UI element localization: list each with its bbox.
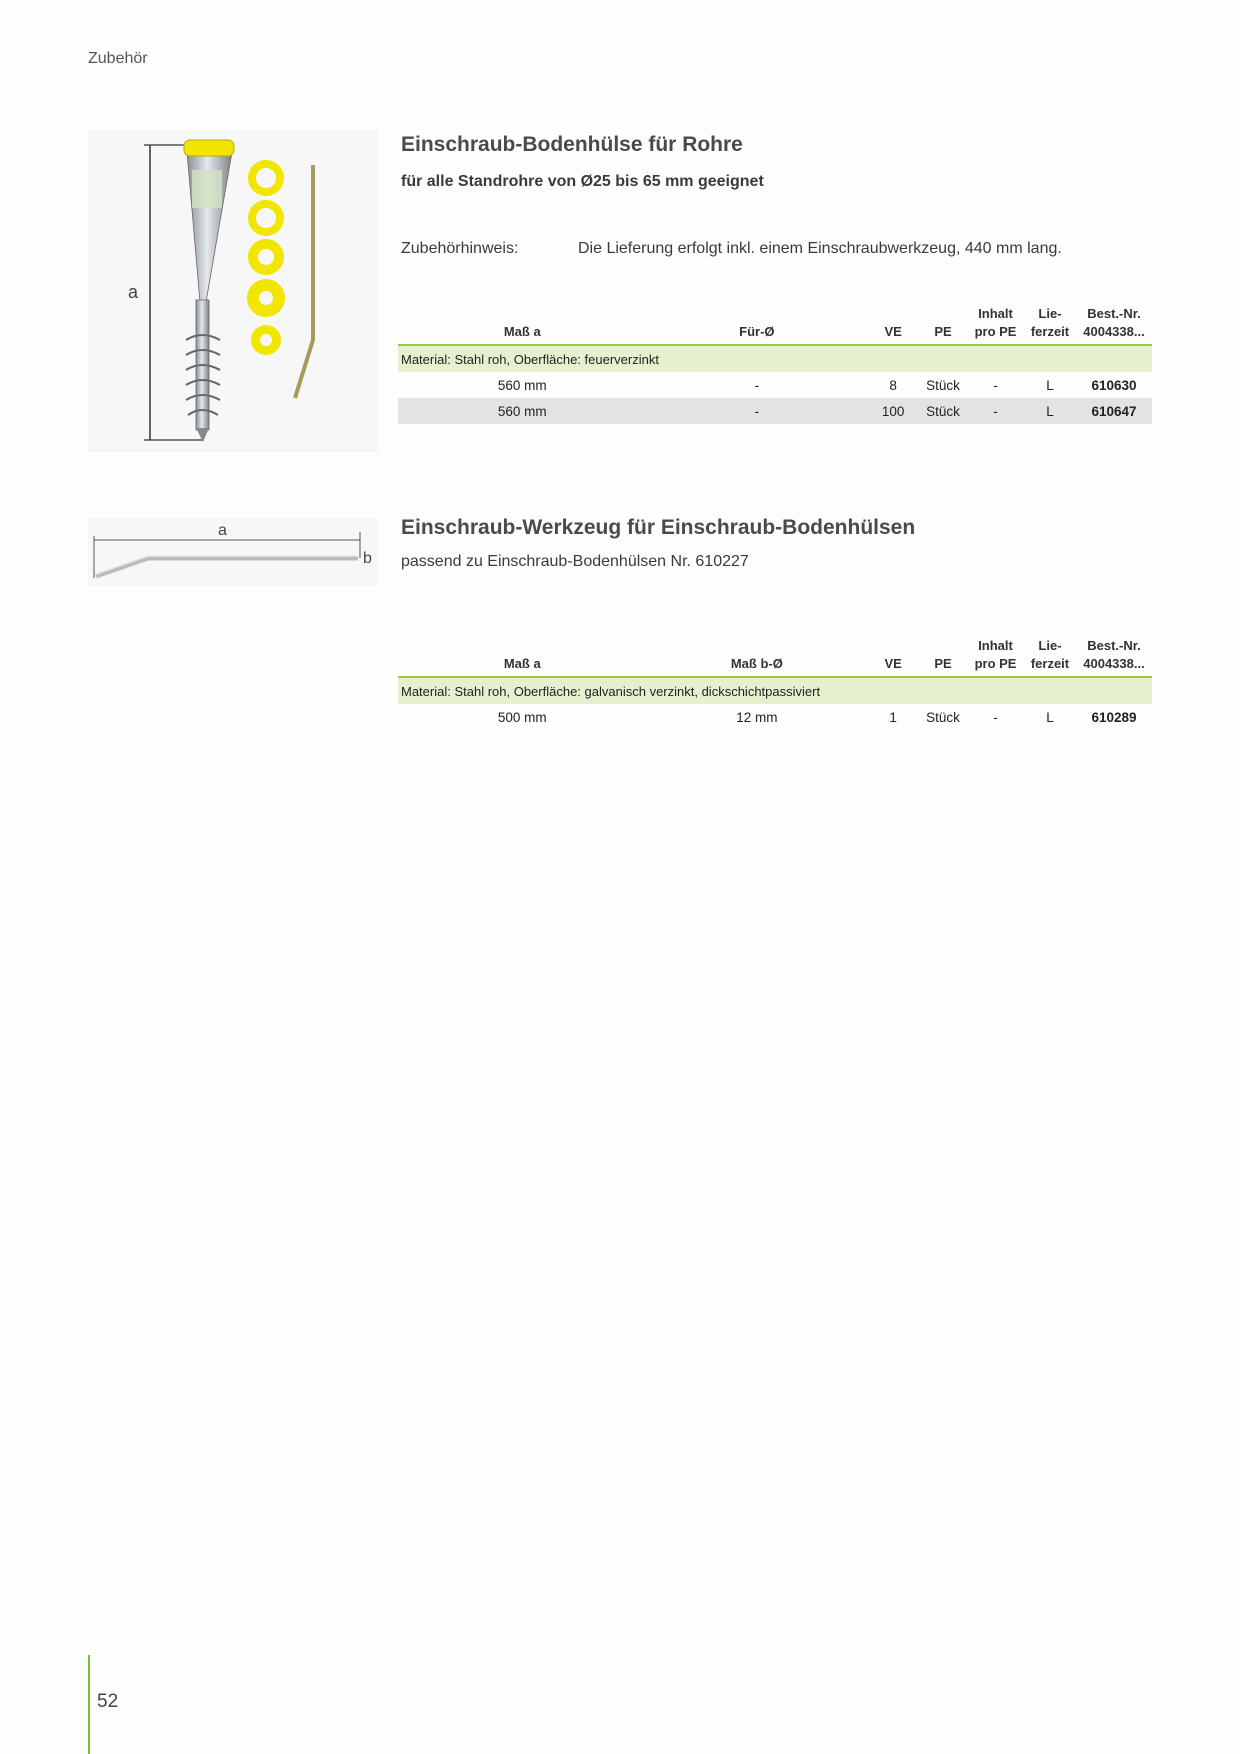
cell-bestnr: 610630 [1091, 377, 1137, 393]
table-row [398, 704, 1152, 730]
material-row [398, 677, 1152, 704]
material-text: Material: Stahl roh, Oberfläche: galvanisch verzinkt, dickschichtpassiviert [398, 677, 1152, 704]
product2-spec-table [398, 635, 1152, 730]
cell-ve: 1 [889, 709, 897, 725]
col-header-pe: PE [934, 324, 952, 339]
cell-ve: 100 [867, 398, 919, 424]
cell-pe: Stück [926, 377, 960, 393]
cell-ve: 8 [889, 377, 897, 393]
cell-mass-a: 560 mm [497, 377, 547, 393]
col-header-mass-a: Maß a [503, 324, 541, 339]
cell-bestnr: 610289 [1091, 709, 1137, 725]
table-header-row [398, 635, 1152, 677]
cell-fuer-d: - [754, 377, 760, 393]
col-header-mass-a: Maß a [503, 656, 541, 671]
cell-inhalt: - [993, 377, 998, 393]
cell-lieferzeit: L [1046, 377, 1054, 393]
product2-subtitle: passend zu Einschraub-Bodenhülsen Nr. 610227 [401, 553, 749, 570]
table-row [398, 398, 1152, 424]
col-header-bestnr: Best.-Nr. 4004338... [1083, 306, 1145, 339]
product-image-screw-tool [88, 518, 378, 586]
dimension-a-label: a [128, 282, 139, 302]
product1-spec-table [398, 303, 1152, 424]
col-header-pe: PE [934, 656, 952, 671]
col-header-mass-b: Maß b-Ø [730, 656, 783, 671]
cell-lieferzeit: L [1024, 398, 1076, 424]
col-header-inhalt: Inhalt pro PE [974, 638, 1017, 671]
col-header-inhalt: Inhalt pro PE [974, 306, 1017, 339]
col-header-lieferzeit: Lie- ferzeit [1030, 306, 1070, 339]
cell-fuer-d: - [647, 398, 868, 424]
cell-pe: Stück [919, 398, 967, 424]
cell-inhalt: - [993, 709, 998, 725]
dimension-b-label: b [363, 550, 372, 567]
material-text: Material: Stahl roh, Oberfläche: feuerverzinkt [398, 345, 1152, 372]
col-header-fuer-d: Für-Ø [739, 324, 775, 339]
cell-pe: Stück [926, 709, 960, 725]
accessory-note-label: Zubehörhinweis: [401, 240, 519, 257]
accessory-note-text: Die Lieferung erfolgt inkl. einem Einschraubwerkzeug, 440 mm lang. [578, 240, 1062, 257]
table-row [398, 372, 1152, 398]
col-header-bestnr: Best.-Nr. 4004338... [1083, 638, 1145, 671]
col-header-lieferzeit: Lie- ferzeit [1030, 638, 1070, 671]
footer-accent-bar [88, 1655, 90, 1754]
product2-title: Einschraub-Werkzeug für Einschraub-Bodenhülsen [401, 516, 916, 539]
col-header-ve: VE [884, 324, 902, 339]
product1-title: Einschraub-Bodenhülse für Rohre [401, 133, 743, 156]
cell-mass-b: 12 mm [736, 709, 778, 725]
dimension-a-label: a [218, 522, 227, 539]
cell-lieferzeit: L [1046, 709, 1054, 725]
section-label: Zubehör [88, 50, 148, 67]
page-number: 52 [97, 1691, 119, 1712]
cell-inhalt: - [967, 398, 1024, 424]
cell-mass-a: 560 mm [398, 398, 647, 424]
col-header-ve: VE [884, 656, 902, 671]
table-header-row [398, 303, 1152, 345]
cell-bestnr: 610647 [1076, 398, 1152, 424]
cell-mass-a: 500 mm [497, 709, 547, 725]
material-row [398, 345, 1152, 372]
product-image-ground-socket [88, 130, 378, 452]
product1-subtitle: für alle Standrohre von Ø25 bis 65 mm geeignet [401, 173, 764, 190]
